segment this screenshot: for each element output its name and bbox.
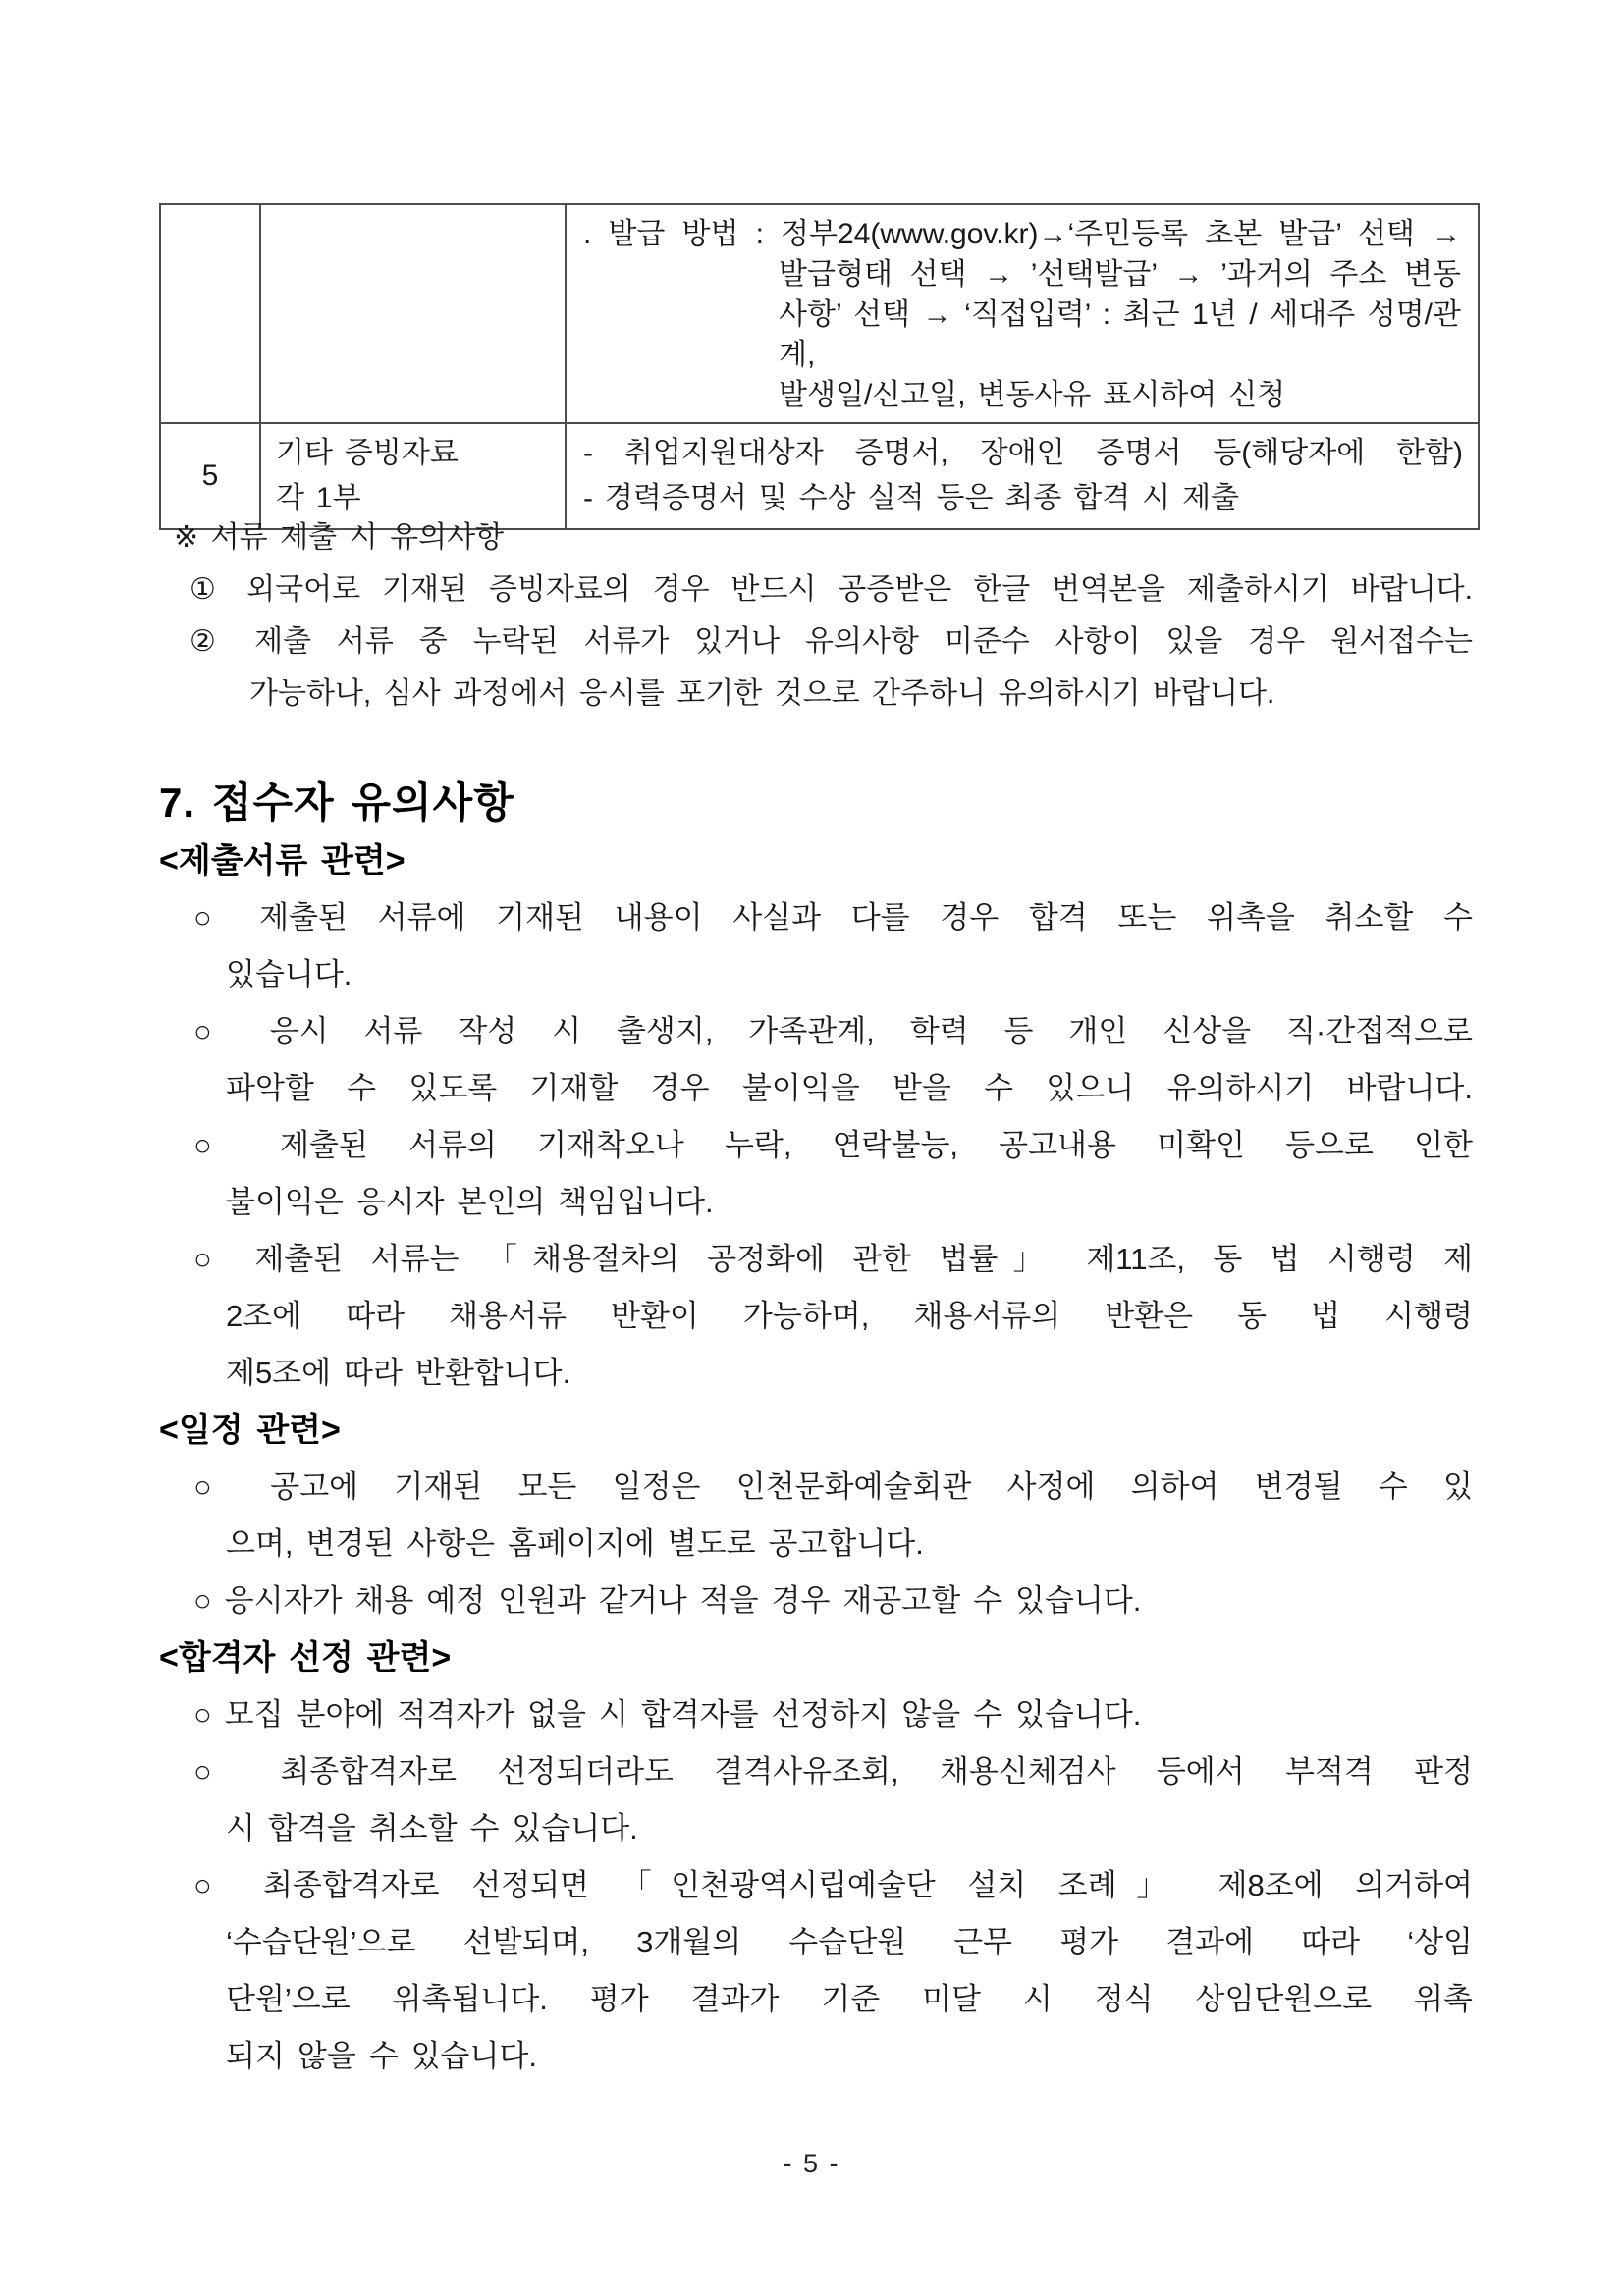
notes-item-2-line-2: 가능하나, 심사 과정에서 응시를 포기한 것으로 간주하니 유의하시기 바랍니다.	[249, 677, 1275, 710]
documents-line: 있습니다.	[226, 957, 352, 991]
selection-line: ○ 최종합격자로 선정되더라도 결격사유조회, 채용신체검사 등에서 부적격 판정	[193, 1754, 1473, 1789]
documents-line: ○ 응시 서류 작성 시 출생지, 가족관계, 학력 등 개인 신상을 직·간접적으로	[193, 1014, 1473, 1048]
issuance-line-3: 사항’ 선택 → ‘직접입력’ : 최근 1년 / 세대주 성명/관계,	[779, 298, 1461, 371]
subheading-selection: <합격자 선정 관련>	[159, 1639, 452, 1677]
notes-item-1: ① 외국어로 기재된 증빙자료의 경우 반드시 공증받은 한글 번역본을 제출하시기 바랍니다.	[189, 573, 1473, 606]
subheading-documents: <제출서류 관련>	[159, 842, 406, 880]
notes-title: ※ 서류 제출 시 유의사항	[174, 521, 505, 554]
cell-row-number: 5	[160, 423, 260, 529]
table-row-continuation	[160, 204, 1479, 423]
submission-documents-table	[159, 203, 1480, 530]
schedule-line: ○ 공고에 기재된 모든 일정은 인천문화예술회관 사정에 의하여 변경될 수 있	[193, 1469, 1473, 1504]
submission-notes	[159, 511, 1473, 720]
schedule-line: 으며, 변경된 사항은 홈페이지에 별도로 공고합니다.	[226, 1526, 924, 1561]
selection-line: ○ 모집 분야에 적격자가 없을 시 합격자를 선정하지 않을 수 있습니다.	[193, 1697, 1142, 1732]
documents-line: 불이익은 응시자 본인의 책임입니다.	[226, 1185, 714, 1219]
page-number: - 5 -	[783, 2149, 840, 2178]
documents-line: ○ 제출된 서류에 기재된 내용이 사실과 다를 경우 합격 또는 위촉을 취소할 수	[193, 900, 1473, 934]
documents-line: ○ 제출된 서류는 「채용절차의 공정화에 관한 법률」 제11조, 동 법 시행령 제	[193, 1242, 1473, 1276]
section-7-applicant-notes	[159, 774, 1473, 2085]
documents-line: ○ 제출된 서류의 기재착오나 누락, 연락불능, 공고내용 미확인 등으로 인한	[193, 1128, 1473, 1162]
cell-no-empty	[160, 204, 260, 423]
detail-line-2: - 경력증명서 및 수상 실적 등은 최종 합격 시 제출	[583, 482, 1240, 514]
notes-item-2-line-1: ② 제출 서류 중 누락된 서류가 있거나 유의사항 미준수 사항이 있을 경우 원서접수는	[189, 625, 1473, 658]
documents-line: 2조에 따라 채용서류 반환이 가능하며, 채용서류의 반환은 동 법 시행령	[226, 1299, 1473, 1333]
cell-name-empty	[260, 204, 566, 423]
document-name-line-1: 기타 증빙자료	[276, 437, 459, 469]
issuance-line-2: 발급형태 선택 → ’선택발급’ → ’과거의 주소 변동	[779, 258, 1461, 291]
cell-issuance-method	[566, 204, 1479, 423]
issuance-line-1: . 발급 방법 : 정부24(www.gov.kr)→‘주민등록 초본 발급’ 선택 →	[583, 218, 1461, 250]
document-name-line-2: 각 1부	[276, 482, 361, 514]
issuance-line-4: 발생일/신고일, 변동사유 표시하여 신청	[779, 379, 1286, 411]
selection-line: ○ 최종합격자로 선정되면 「인천광역시립예술단 설치 조례」 제8조에 의거하여	[193, 1868, 1473, 1902]
documents-line: 제5조에 따라 반환합니다.	[226, 1356, 571, 1390]
selection-line: ‘수습단원’으로 선발되며, 3개월의 수습단원 근무 평가 결과에 따라 ‘상임	[226, 1925, 1473, 1959]
section-7-heading: 7. 접수자 유의사항	[159, 779, 514, 826]
documents-line: 파악할 수 있도록 기재할 경우 불이익을 받을 수 있으니 유의하시기 바랍니다.	[226, 1071, 1473, 1105]
subheading-schedule: <일정 관련>	[159, 1412, 341, 1449]
detail-line-1: - 취업지원대상자 증명서, 장애인 증명서 등(해당자에 한함)	[583, 437, 1463, 469]
selection-line: 단원’으로 위촉됩니다. 평가 결과가 기준 미달 시 정식 상임단원으로 위촉	[226, 1982, 1473, 2016]
schedule-line: ○ 응시자가 채용 예정 인원과 같거나 적을 경우 재공고할 수 있습니다.	[193, 1583, 1142, 1618]
selection-line: 시 합격을 취소할 수 있습니다.	[226, 1811, 638, 1845]
selection-line: 되지 않을 수 있습니다.	[226, 2039, 537, 2073]
